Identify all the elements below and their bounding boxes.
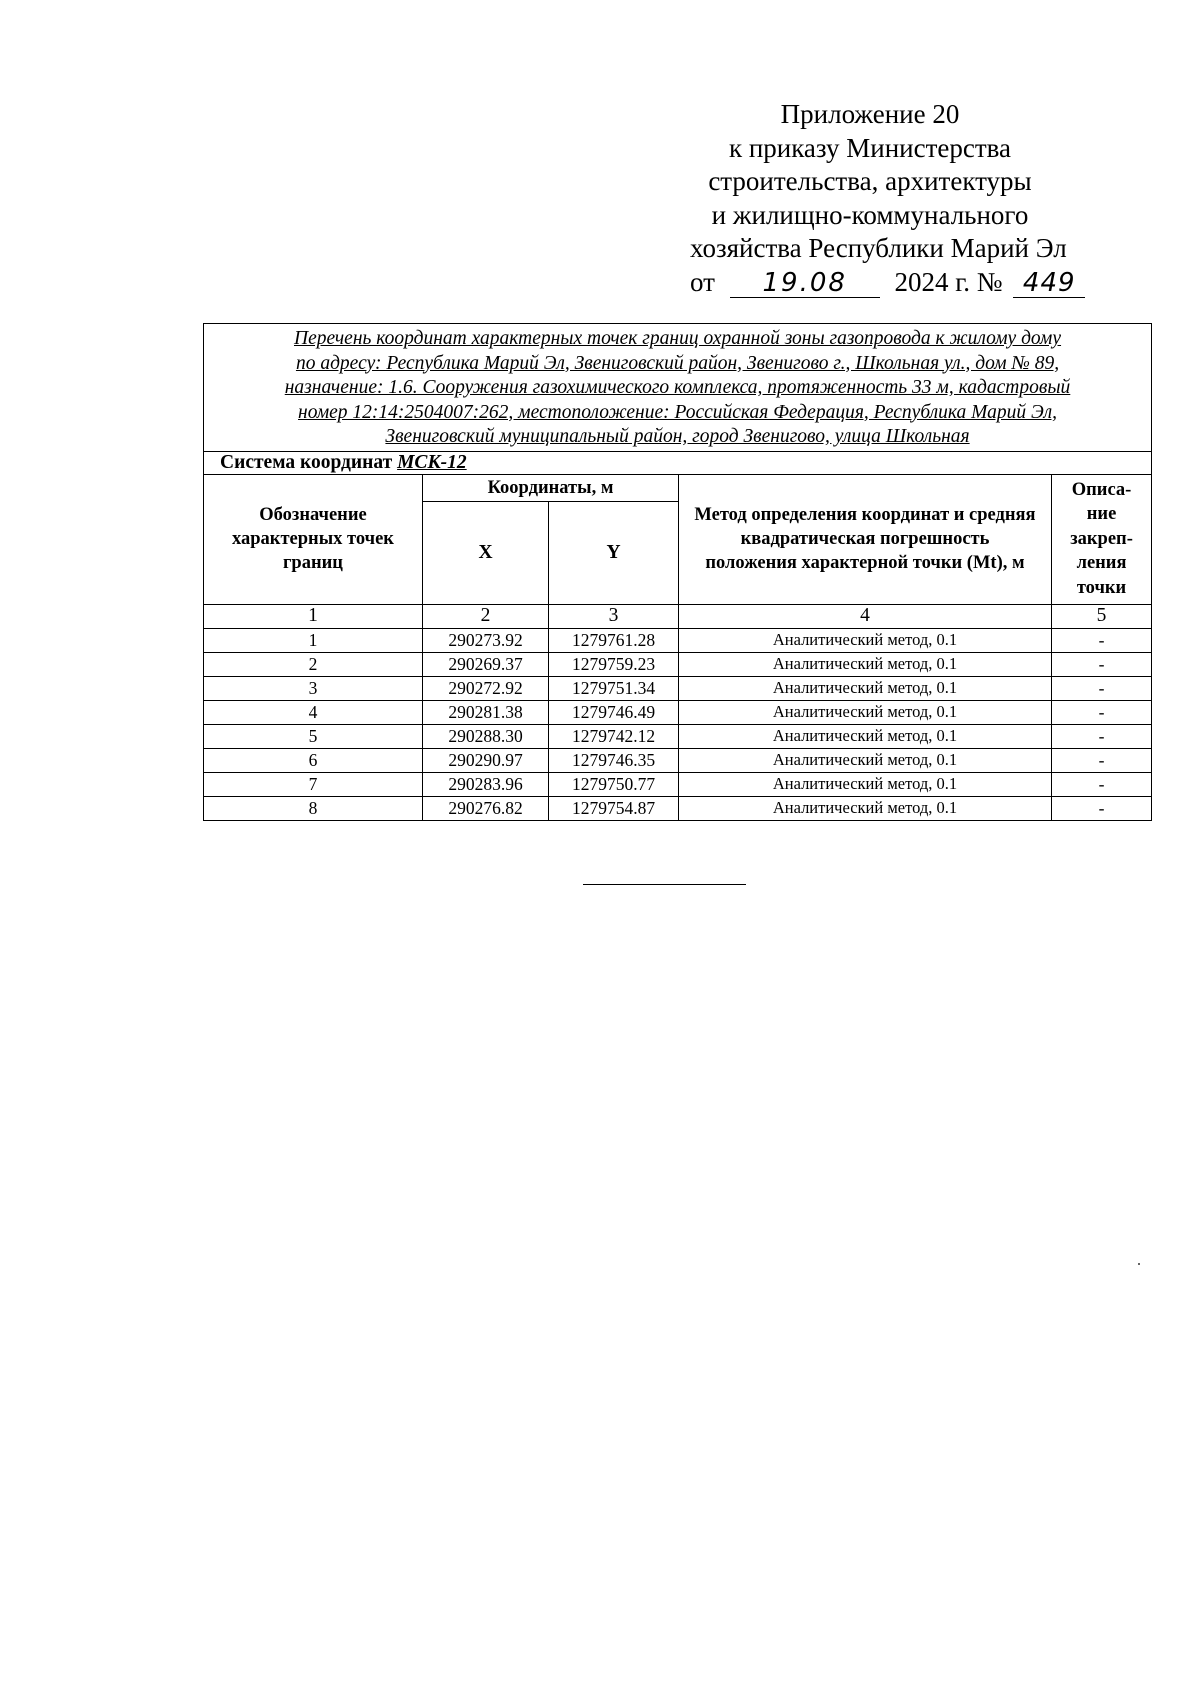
- handwritten-order-number: 449: [1013, 269, 1085, 298]
- from-label: от: [690, 266, 715, 297]
- year-number-label: 2024 г. №: [894, 266, 1003, 297]
- appendix-line: Приложение 20: [780, 99, 960, 129]
- cell-x: 290272.92: [423, 676, 549, 700]
- column-number: 1: [204, 604, 423, 628]
- cell-description: -: [1052, 628, 1152, 652]
- table-title-line: по адресу: Республика Марий Эл, Звениговский район, Звенигово г., Школьная ул., дом № 89,: [295, 352, 1060, 374]
- cell-y: 1279746.35: [549, 748, 679, 772]
- coordinate-system-value: МСК-12: [397, 451, 467, 473]
- appendix-line: строительства, архитектуры: [708, 166, 1032, 197]
- column-number: 5: [1052, 604, 1152, 628]
- header-description: [1052, 474, 1152, 604]
- cell-x: 290283.96: [423, 772, 549, 796]
- closing-rule: [583, 884, 746, 885]
- header-description-line: Описа-: [1071, 479, 1132, 500]
- cell-description: -: [1052, 700, 1152, 724]
- cell-description: -: [1052, 652, 1152, 676]
- table-title: [204, 324, 1152, 452]
- cell-y: 1279742.12: [549, 724, 679, 748]
- appendix-line: хозяйства Республики Марий Эл: [690, 233, 1067, 264]
- appendix-line: к приказу Министерства: [728, 132, 1012, 163]
- cell-y: 1279751.34: [549, 676, 679, 700]
- appendix-header: [690, 98, 1076, 300]
- cell-point: 5: [204, 724, 423, 748]
- cell-point: 1: [204, 628, 423, 652]
- cell-description: -: [1052, 772, 1152, 796]
- handwritten-date: 19.08: [730, 269, 880, 298]
- cell-point: 6: [204, 748, 423, 772]
- table-row: [204, 652, 1152, 676]
- header-point-designation: Обозначение характерных точек границ: [204, 474, 423, 604]
- column-number: 2: [423, 604, 549, 628]
- table-row: [204, 724, 1152, 748]
- cell-y: 1279754.87: [549, 796, 679, 820]
- table-row: [204, 796, 1152, 820]
- cell-x: 290288.30: [423, 724, 549, 748]
- header-description-line: точки: [1076, 577, 1127, 598]
- table-row: [204, 676, 1152, 700]
- cell-x: 290276.82: [423, 796, 549, 820]
- cell-description: -: [1052, 676, 1152, 700]
- scan-speck: [1138, 1263, 1140, 1265]
- table-title-line: Перечень координат характерных точек границ охранной зоны газопровода к жилому дому: [293, 328, 1062, 349]
- cell-y: 1279750.77: [549, 772, 679, 796]
- cell-point: 4: [204, 700, 423, 724]
- cell-point: 2: [204, 652, 423, 676]
- table-row: [204, 748, 1152, 772]
- header-coordinates: Координаты, м: [423, 474, 679, 501]
- cell-method: Аналитический метод, 0.1: [679, 796, 1052, 820]
- column-number: 3: [549, 604, 679, 628]
- header-description-line: ления: [1076, 553, 1127, 574]
- cell-method: Аналитический метод, 0.1: [679, 700, 1052, 724]
- cell-point: 3: [204, 676, 423, 700]
- cell-y: 1279746.49: [549, 700, 679, 724]
- table-title-line: назначение: 1.6. Сооружения газохимического комплекса, протяженность 33 м, кадастровый: [284, 377, 1071, 398]
- column-number: 4: [679, 604, 1052, 628]
- table-row: [204, 700, 1152, 724]
- header-description-line: закреп-: [1070, 528, 1133, 549]
- cell-point: 7: [204, 772, 423, 796]
- cell-x: 290273.92: [423, 628, 549, 652]
- cell-method: Аналитический метод, 0.1: [679, 652, 1052, 676]
- header-method: Метод определения координат и средняя квадратическая погрешность положения характерной точки (Mt), м: [679, 474, 1052, 604]
- table-title-line: номер 12:14:2504007:262, местоположение: Российская Федерация, Республика Марий Эл,: [298, 401, 1058, 423]
- header-y: Y: [549, 501, 679, 604]
- cell-method: Аналитический метод, 0.1: [679, 628, 1052, 652]
- cell-description: -: [1052, 796, 1152, 820]
- header-description-line: ние: [1086, 504, 1117, 525]
- cell-description: -: [1052, 724, 1152, 748]
- table-row: [204, 628, 1152, 652]
- table-row: [204, 772, 1152, 796]
- coordinate-system-label: Система координат: [220, 451, 393, 473]
- column-number-row: [204, 604, 1152, 628]
- cell-y: 1279761.28: [549, 628, 679, 652]
- cell-x: 290290.97: [423, 748, 549, 772]
- coordinate-system-row: [204, 451, 1152, 474]
- cell-y: 1279759.23: [549, 652, 679, 676]
- cell-point: 8: [204, 796, 423, 820]
- cell-method: Аналитический метод, 0.1: [679, 724, 1052, 748]
- appendix-line: и жилищно-коммунального: [711, 199, 1029, 230]
- header-x: X: [423, 501, 549, 604]
- order-date-line: [690, 266, 1076, 300]
- cell-method: Аналитический метод, 0.1: [679, 772, 1052, 796]
- cell-x: 290269.37: [423, 652, 549, 676]
- cell-method: Аналитический метод, 0.1: [679, 676, 1052, 700]
- cell-x: 290281.38: [423, 700, 549, 724]
- coordinates-table: [203, 323, 1152, 821]
- cell-description: -: [1052, 748, 1152, 772]
- table-title-line: Звениговский муниципальный район, город Звенигово, улица Школьная: [385, 426, 970, 447]
- cell-method: Аналитический метод, 0.1: [679, 748, 1052, 772]
